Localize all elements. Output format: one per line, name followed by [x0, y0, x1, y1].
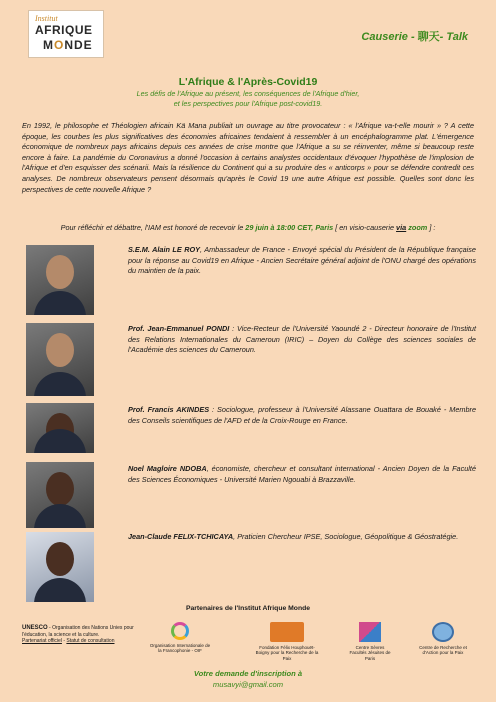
institut-afrique-monde-logo: Institut AFRIQUE MONDE	[28, 10, 104, 58]
speaker-pondi: Prof. Jean-Emmanuel PONDI : Vice-Recteur de l'Université Yaoundé 2 - Directeur honoraire de l'Institut des Relations Internationales du Cameroun (IRIC) – Doyen du Collège des sciences sociales de l'Académie des sciences du Cameroun.	[128, 324, 477, 355]
speaker-photo-akindes	[26, 403, 94, 453]
event-subtitle-line2: et les perspectives pour l'Afrique post-covid19.	[173, 99, 323, 108]
speaker-felix-tchicaya: Jean-Claude FELIX-TCHICAYA, Praticien Chercheur IPSE, Sociologue, Géopolitique & Géostratégie.	[128, 532, 459, 541]
speaker-photo-pondi	[26, 323, 94, 396]
unesco-partnership-link[interactable]: Partenariat officiel	[22, 638, 62, 645]
partner-fhb: Fondation Félix Houphouët-Boigny pour la Recherche de la Paix	[254, 622, 320, 661]
partner-centre-recherche: Centre de Recherche et d'Action pour la Paix	[414, 622, 472, 656]
registration-email-link[interactable]: musavyi@gmail.com	[212, 680, 284, 689]
speaker-le-roy: S.E.M. Alain LE ROY, Ambassadeur de France - Envoyé spécial du Président de la République française pour la réponse au Covid19 en Afrique - Ancien Secrétaire général adjoint de l'ONU chargé des opérations du maintien de la paix.	[128, 245, 476, 276]
speaker-photo-felix-tchicaya	[26, 532, 94, 602]
speaker-ndoba: Noel Magloire NDOBA, économiste, chercheur et consultant international - Ancien Doyen de la Faculté des Sciences Économiques - Université Marien Ngouabi à Brazzaville.	[128, 464, 476, 484]
intro-paragraph: En 1992, le philosophe et Théologien africain Kä Mana publiait un ouvrage au titre provocateur : « l'Afrique va-t-elle mourir » ? A cette époque, les courbes les plus significatives des économies africaines tendaient à ressembler à un encéphalogramme plat. L'émergence économique de nombreux pays africains depuis ces années de crise montre que l'Afrique a su se réinventer, même si beaucoup reste encore à faire. La pandémie du Coronavirus a donné l'occasion à certains analystes occidentaux d'évoquer l'hypothèse de l'implosion de l'Afrique et d'en esquisser des scénarii. Mais la résilience du Continent qui a su produire des « anticorps » pour se défendre contredit ces analyses. De nombreux observateurs pensent désormais qu'après le Covid 19 une autre Afrique est possible. Quelles sont donc les perspectives de cette nouvelle Afrique ?	[22, 121, 474, 194]
oif-logo-icon	[171, 622, 189, 640]
event-subtitle-line1: Les défis de l'Afrique au présent, les conséquences de l'Afrique d'hier,	[136, 89, 360, 98]
globe-icon	[432, 622, 454, 642]
speaker-photo-ndoba	[26, 462, 94, 528]
registration-label: Votre demande d'inscription à	[193, 669, 303, 678]
event-date: 29 juin à 18:00 CET, Paris	[245, 223, 334, 232]
partner-oif: Organisation Internationale de la Francophonie - OIF	[148, 622, 212, 654]
speaker-akindes: Prof. Francis AKINDES : Sociologue, professeur à l'Université Alassane Ouattara de Bouaké - Membre des Conseils scientifiques de l'AFD et de la Croix-Rouge en France.	[128, 405, 476, 425]
invitation-line: Pour réfléchir et débattre, l'IAM est honoré de recevoir le 29 juin à 18:00 CET, Paris [ en visio-causerie via zoom ] :	[60, 223, 436, 232]
partner-centre-sevres: Centre Sèvres Facultés Jésuites de Paris	[348, 622, 392, 661]
zoom-link[interactable]: zoom	[406, 223, 430, 232]
causerie-talk-label: Causerie - 聊天- Talk	[361, 30, 468, 43]
centre-sevres-logo-icon	[359, 622, 381, 642]
event-title: L'Afrique & l'Après-Covid19	[178, 76, 318, 88]
speaker-photo-le-roy	[26, 245, 94, 315]
unesco-consultation-link[interactable]: Statut de consultation	[66, 638, 115, 645]
partner-unesco: UNESCO - Organisation des Nations Unies pour l'éducation, la science et la culture. Partenariat officiel - Statut de consultation	[22, 625, 134, 645]
fhb-building-icon	[270, 622, 304, 642]
partners-title: Partenaires de l'Institut Afrique Monde	[185, 605, 311, 612]
